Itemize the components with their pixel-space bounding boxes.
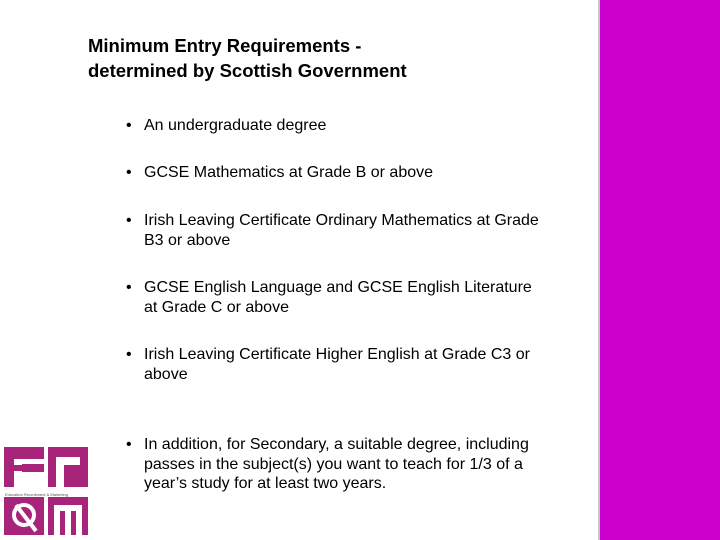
list-item xyxy=(126,211,546,250)
list-item-text: Irish Leaving Certificate Ordinary Mathematics at Grade B3 or above xyxy=(144,212,539,249)
bullet-icon: • xyxy=(126,164,132,181)
logo-caption: Education Recruitment & Marketing xyxy=(5,492,68,497)
bullet-icon: • xyxy=(126,346,132,363)
bullet-icon: • xyxy=(126,436,132,453)
crm-logo-icon xyxy=(4,447,90,535)
title-line-2: determined by Scottish Government xyxy=(88,60,407,81)
list-item xyxy=(126,116,546,136)
list-item-text: GCSE Mathematics at Grade B or above xyxy=(144,164,434,181)
list-item xyxy=(126,435,546,494)
list-item-text: In addition, for Secondary, a suitable degree, including passes in the subject(s) you want to teach for 1/3 of a year’s study for at least two years. xyxy=(144,436,529,492)
list-item xyxy=(126,345,546,384)
bullet-icon: • xyxy=(126,279,132,296)
list-item xyxy=(126,163,546,183)
slide-title xyxy=(88,33,568,83)
title-line-1: Minimum Entry Requirements - xyxy=(88,35,362,56)
bullet-icon: • xyxy=(126,212,132,229)
bullet-icon: • xyxy=(126,117,132,134)
magenta-side-bar xyxy=(598,0,720,540)
list-item-text: Irish Leaving Certificate Higher English at Grade C3 or above xyxy=(144,346,530,383)
list-item xyxy=(126,278,546,317)
list-item-text: An undergraduate degree xyxy=(144,117,327,134)
list-item-text: GCSE English Language and GCSE English Literature at Grade C or above xyxy=(144,279,532,316)
